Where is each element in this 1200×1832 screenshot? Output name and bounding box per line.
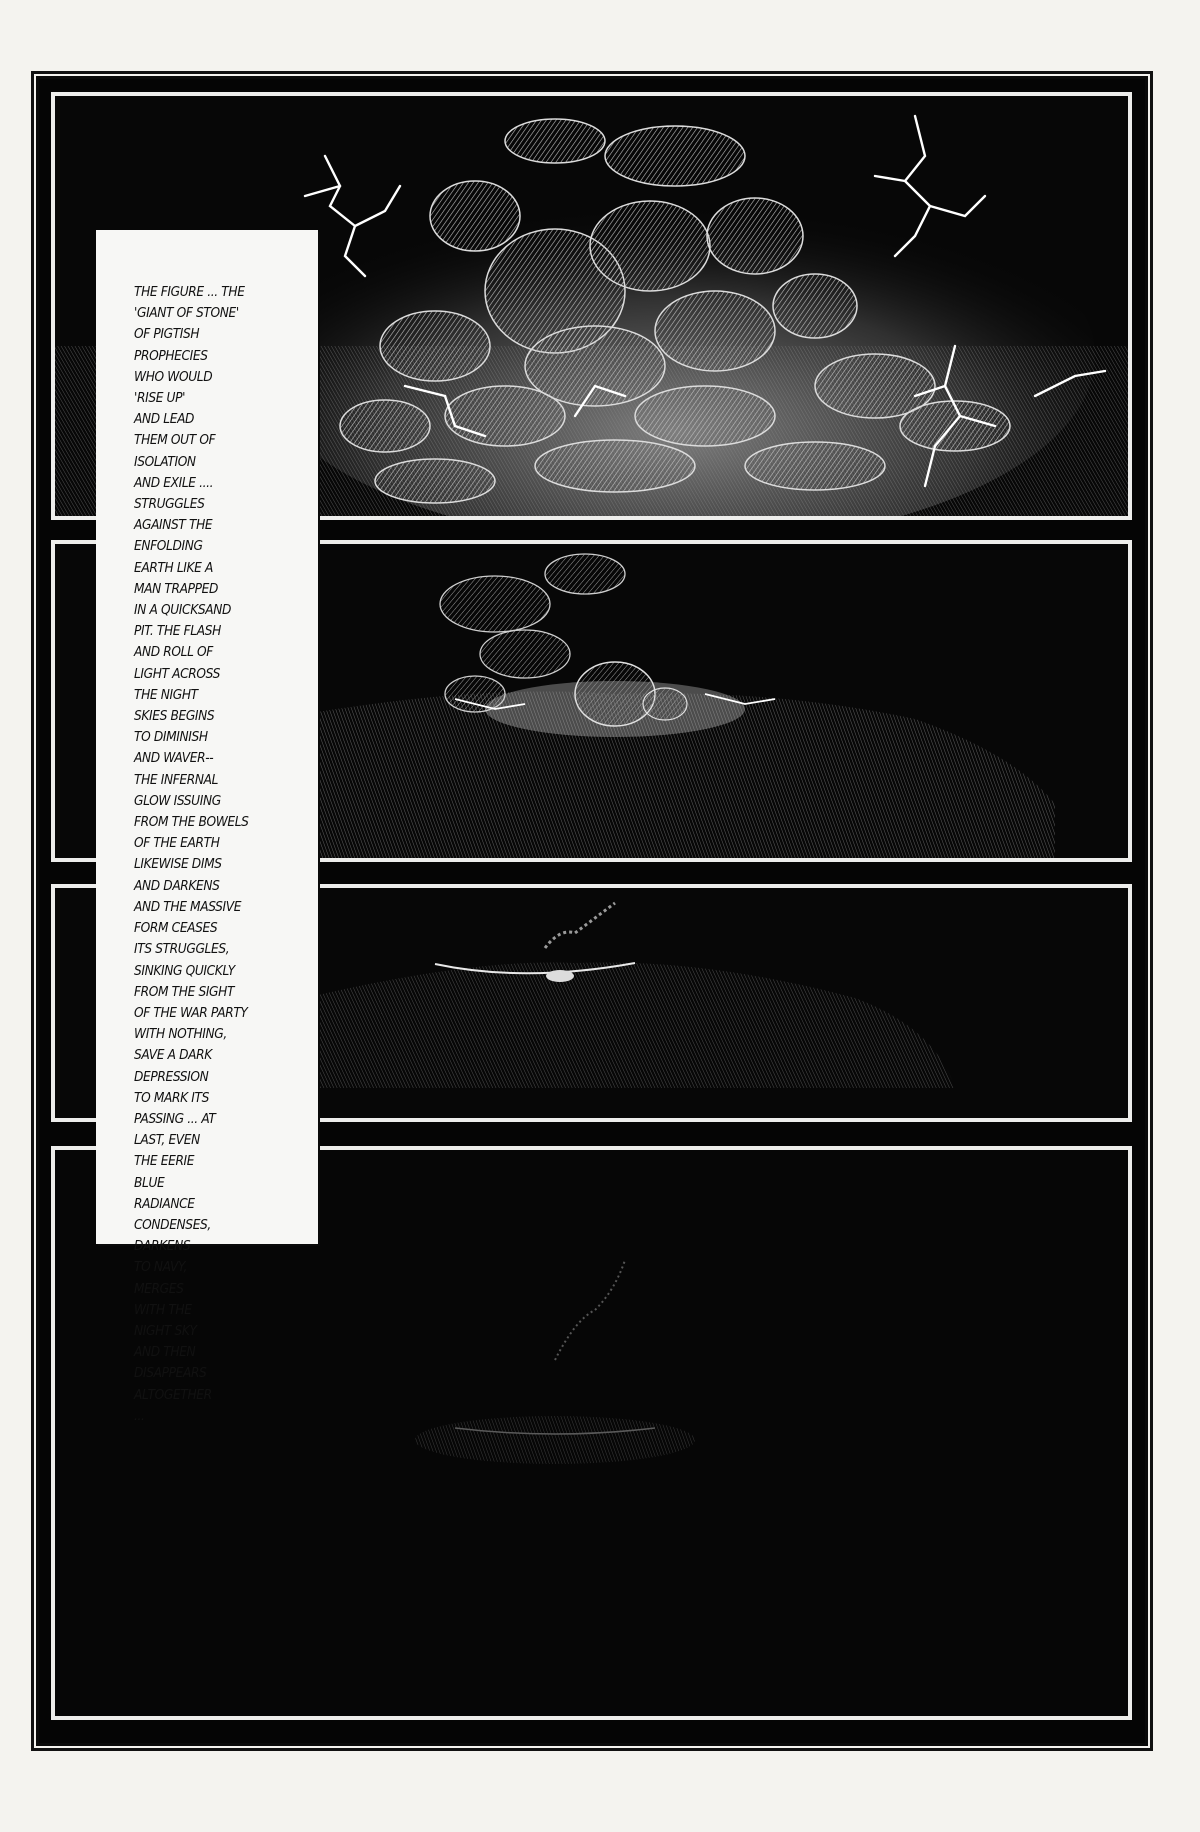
narration-caption xyxy=(96,230,318,1424)
narration-text: THE FIGURE ... THE 'GIANT OF STONE' OF PIGTISH PROPHECIES WHO WOULD 'RISE UP' AND LEAD THEM OUT OF ISOLATION AND EXILE .... STRUGGLES AGAINST THE ENFOLDING EARTH LIKE A MAN TRAPPED IN A QUICKSAND PIT. THE FLASH AND ROLL OF LIGHT ACROSS THE NIGHT SKIES BEGINS TO DIMINISH AND WAVER-- THE INFERNAL GLOW ISSUING FROM THE BOWELS OF THE EARTH LIKEWISE DIMS AND DARKENS AND THE MASSIVE FORM CEASES ITS STRUGGLES, SINKING QUICKLY FROM THE SIGHT OF THE WAR PARTY WITH NOTHING, SAVE A DARK DEPRESSION TO MARK ITS PASSING ... AT LAST, EVEN THE EERIE BLUE RADIANCE CONDENSES, DARKENS TO NAVY, MERGES WITH THE NIGHT SKY AND THEN DISAPPEARS ALTOGETHER ... xyxy=(134,285,249,1424)
